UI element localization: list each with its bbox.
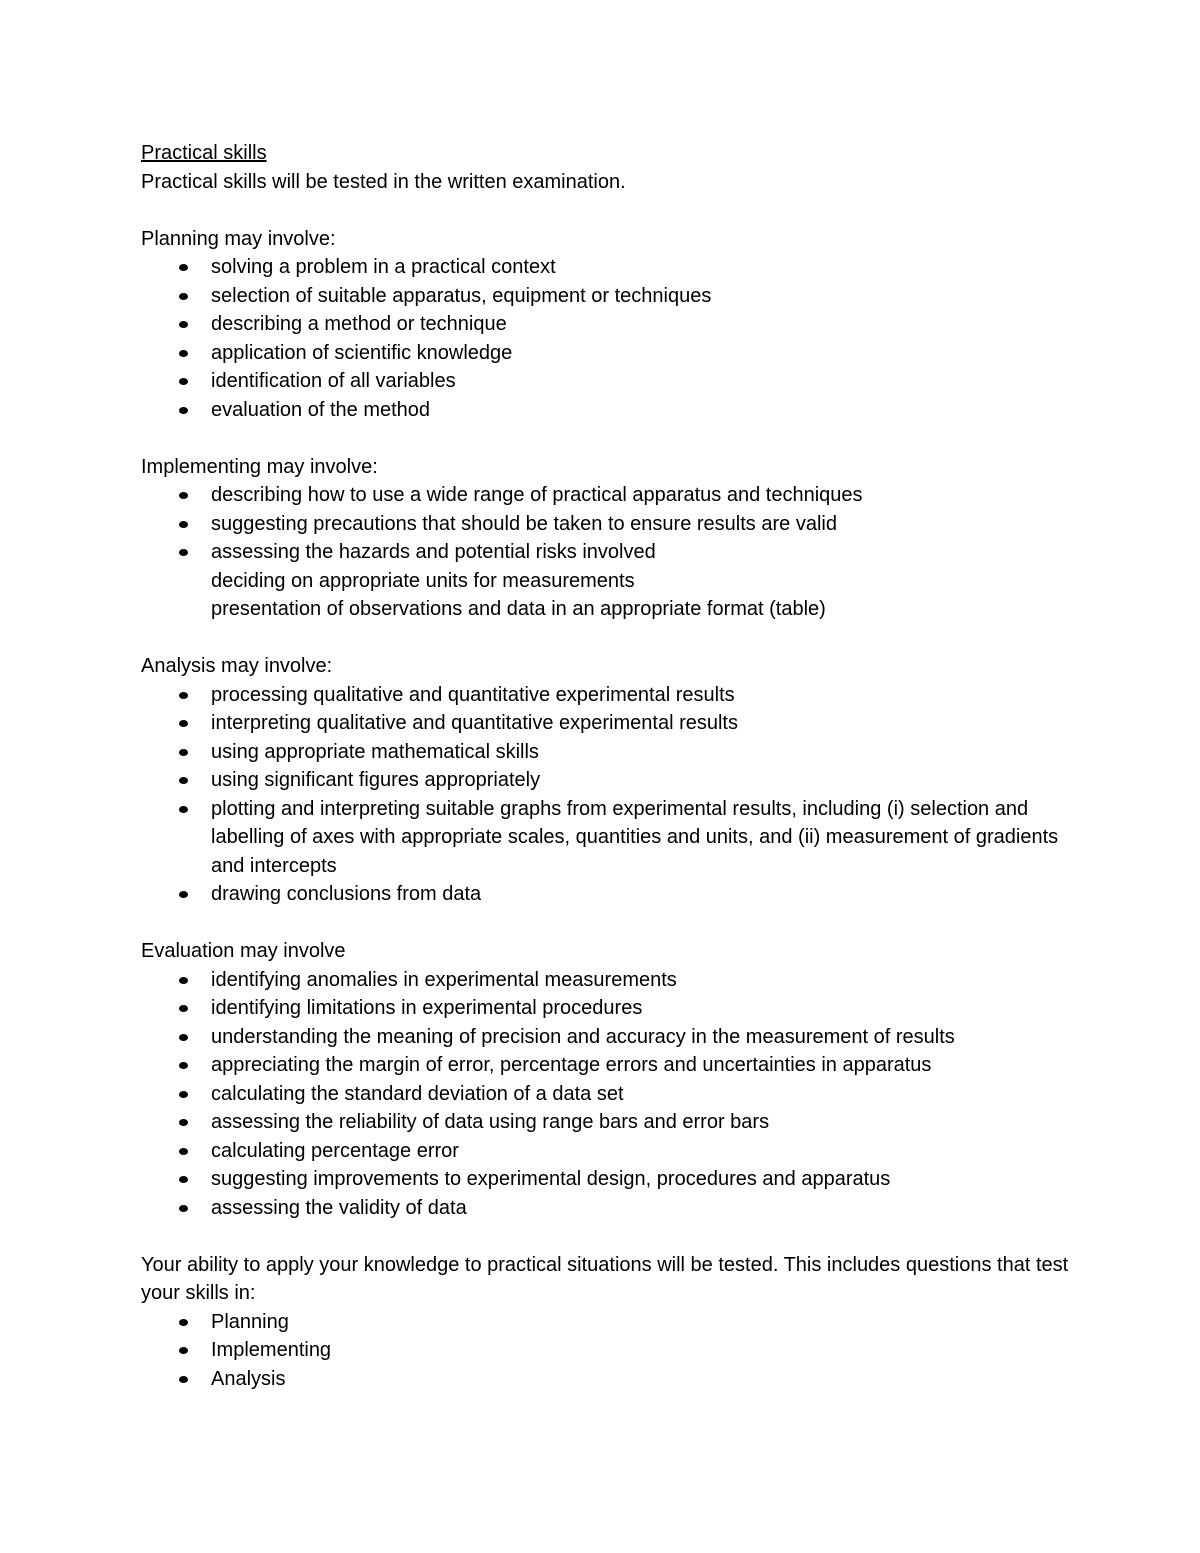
- list-item-text: drawing conclusions from data: [211, 883, 482, 905]
- bullet-icon: [179, 321, 188, 328]
- bullet-icon: [179, 692, 188, 699]
- bullet-icon: [179, 1148, 188, 1155]
- section-title: Planning may involve:: [141, 227, 336, 250]
- list-item: [141, 681, 1081, 710]
- list-item: [141, 1137, 1081, 1166]
- list-item: [141, 538, 1081, 567]
- list-item: [141, 994, 1081, 1023]
- intro-text: Practical skills will be tested in the written examination.: [141, 170, 626, 193]
- bullet-icon: [179, 293, 188, 300]
- section-implementing: [141, 453, 1081, 624]
- list-item-text: assessing the validity of data: [211, 1196, 467, 1219]
- list-item: [141, 396, 1081, 425]
- list-item: [141, 510, 1081, 539]
- list-item: [141, 282, 1081, 311]
- bullet-icon: [179, 407, 188, 414]
- list-item: [141, 1165, 1081, 1194]
- list-item: [141, 339, 1081, 368]
- list-item-text: assessing the hazards and potential risks involved: [211, 541, 656, 563]
- document-body: [141, 139, 1081, 1393]
- list-item: [141, 1023, 1081, 1052]
- bullet-list: [141, 481, 1081, 624]
- closing-text: Your ability to apply your knowledge to practical situations will be tested. This includes questions that test your skills in:: [141, 1253, 1069, 1304]
- bullet-icon: [179, 350, 188, 357]
- list-item-text: calculating percentage error: [211, 1139, 459, 1162]
- list-item: [141, 966, 1081, 995]
- list-item: [141, 595, 1081, 624]
- bullet-icon: [179, 1062, 188, 1069]
- section-title: Evaluation may involve: [141, 940, 346, 962]
- bullet-list: [141, 1308, 1081, 1394]
- list-item-text: using appropriate mathematical skills: [211, 740, 539, 763]
- list-item: [141, 481, 1081, 510]
- bullet-icon: [179, 977, 188, 984]
- bullet-icon: [179, 1119, 188, 1126]
- list-item-text: selection of suitable apparatus, equipment or techniques: [211, 284, 712, 307]
- bullet-icon: [179, 891, 188, 898]
- list-item-text: describing how to use a wide range of practical apparatus and techniques: [211, 484, 863, 506]
- list-item: [141, 310, 1081, 339]
- bullet-icon: [179, 1091, 188, 1098]
- bullet-icon: [179, 720, 188, 727]
- bullet-icon: [179, 492, 188, 499]
- bullet-list: [141, 253, 1081, 424]
- list-item-text: processing qualitative and quantitative experimental results: [211, 683, 735, 706]
- list-item: [141, 1051, 1081, 1080]
- list-item: [141, 738, 1081, 767]
- section-planning: [141, 225, 1081, 425]
- list-item: [141, 1336, 1081, 1365]
- list-item-text: evaluation of the method: [211, 398, 431, 421]
- section-closing: [141, 1251, 1081, 1394]
- list-item: [141, 1194, 1081, 1223]
- list-item-text: suggesting improvements to experimental design, procedures and apparatus: [211, 1168, 891, 1190]
- list-item-text: presentation of observations and data in an appropriate format (table): [211, 598, 826, 620]
- list-item: [141, 567, 1081, 596]
- bullet-icon: [179, 1005, 188, 1012]
- list-item-text: deciding on appropriate units for measurements: [211, 569, 635, 592]
- list-item-text: appreciating the margin of error, percentage errors and uncertainties in apparatus: [211, 1054, 932, 1076]
- bullet-icon: [179, 1376, 188, 1383]
- list-item-text: plotting and interpreting suitable graphs from experimental results, including (i) selection and labelling of axes with appropriate scales, quantities and units, and (ii) measurement of gradients and intercepts: [211, 797, 1059, 877]
- list-item-text: Analysis: [211, 1367, 286, 1390]
- list-item: [141, 1308, 1081, 1337]
- bullet-list: [141, 681, 1081, 909]
- list-item-text: calculating the standard deviation of a data set: [211, 1082, 624, 1105]
- list-item-text: understanding the meaning of precision and accuracy in the measurement of results: [211, 1025, 955, 1048]
- bullet-icon: [179, 777, 188, 784]
- bullet-list: [141, 966, 1081, 1223]
- bullet-icon: [179, 1319, 188, 1326]
- list-item-text: Implementing: [211, 1339, 332, 1361]
- bullet-icon: [179, 378, 188, 385]
- list-item-text: identifying limitations in experimental procedures: [211, 997, 643, 1019]
- list-item-text: Planning: [211, 1310, 289, 1333]
- list-item: [141, 795, 1081, 881]
- list-item: [141, 1080, 1081, 1109]
- bullet-icon: [179, 1347, 188, 1354]
- list-item: [141, 880, 1081, 909]
- bullet-icon: [179, 1034, 188, 1041]
- list-item-text: identification of all variables: [211, 370, 456, 392]
- bullet-icon: [179, 264, 188, 271]
- section-evaluation: [141, 937, 1081, 1222]
- spacer: [141, 909, 1081, 938]
- page-title: Practical skills: [141, 142, 267, 164]
- list-item: [141, 367, 1081, 396]
- section-title: Analysis may involve:: [141, 655, 333, 677]
- spacer: [141, 196, 1081, 225]
- list-item: [141, 253, 1081, 282]
- bullet-icon: [179, 549, 188, 556]
- bullet-icon: [179, 1205, 188, 1212]
- list-item-text: identifying anomalies in experimental measurements: [211, 968, 677, 991]
- spacer: [141, 424, 1081, 453]
- list-item-text: interpreting qualitative and quantitative experimental results: [211, 712, 738, 734]
- list-item-text: assessing the reliability of data using range bars and error bars: [211, 1111, 770, 1133]
- section-analysis: [141, 652, 1081, 909]
- list-item: [141, 1365, 1081, 1394]
- section-title: Implementing may involve:: [141, 455, 378, 478]
- list-item: [141, 766, 1081, 795]
- bullet-icon: [179, 1176, 188, 1183]
- bullet-icon: [179, 521, 188, 528]
- list-item: [141, 709, 1081, 738]
- list-item-text: solving a problem in a practical context: [211, 256, 556, 278]
- spacer: [141, 624, 1081, 653]
- spacer: [141, 1222, 1081, 1251]
- list-item-text: using significant figures appropriately: [211, 769, 541, 791]
- list-item-text: suggesting precautions that should be taken to ensure results are valid: [211, 512, 837, 535]
- list-item-text: application of scientific knowledge: [211, 341, 513, 364]
- bullet-icon: [179, 806, 188, 813]
- bullet-icon: [179, 749, 188, 756]
- list-item: [141, 1108, 1081, 1137]
- list-item-text: describing a method or technique: [211, 313, 507, 335]
